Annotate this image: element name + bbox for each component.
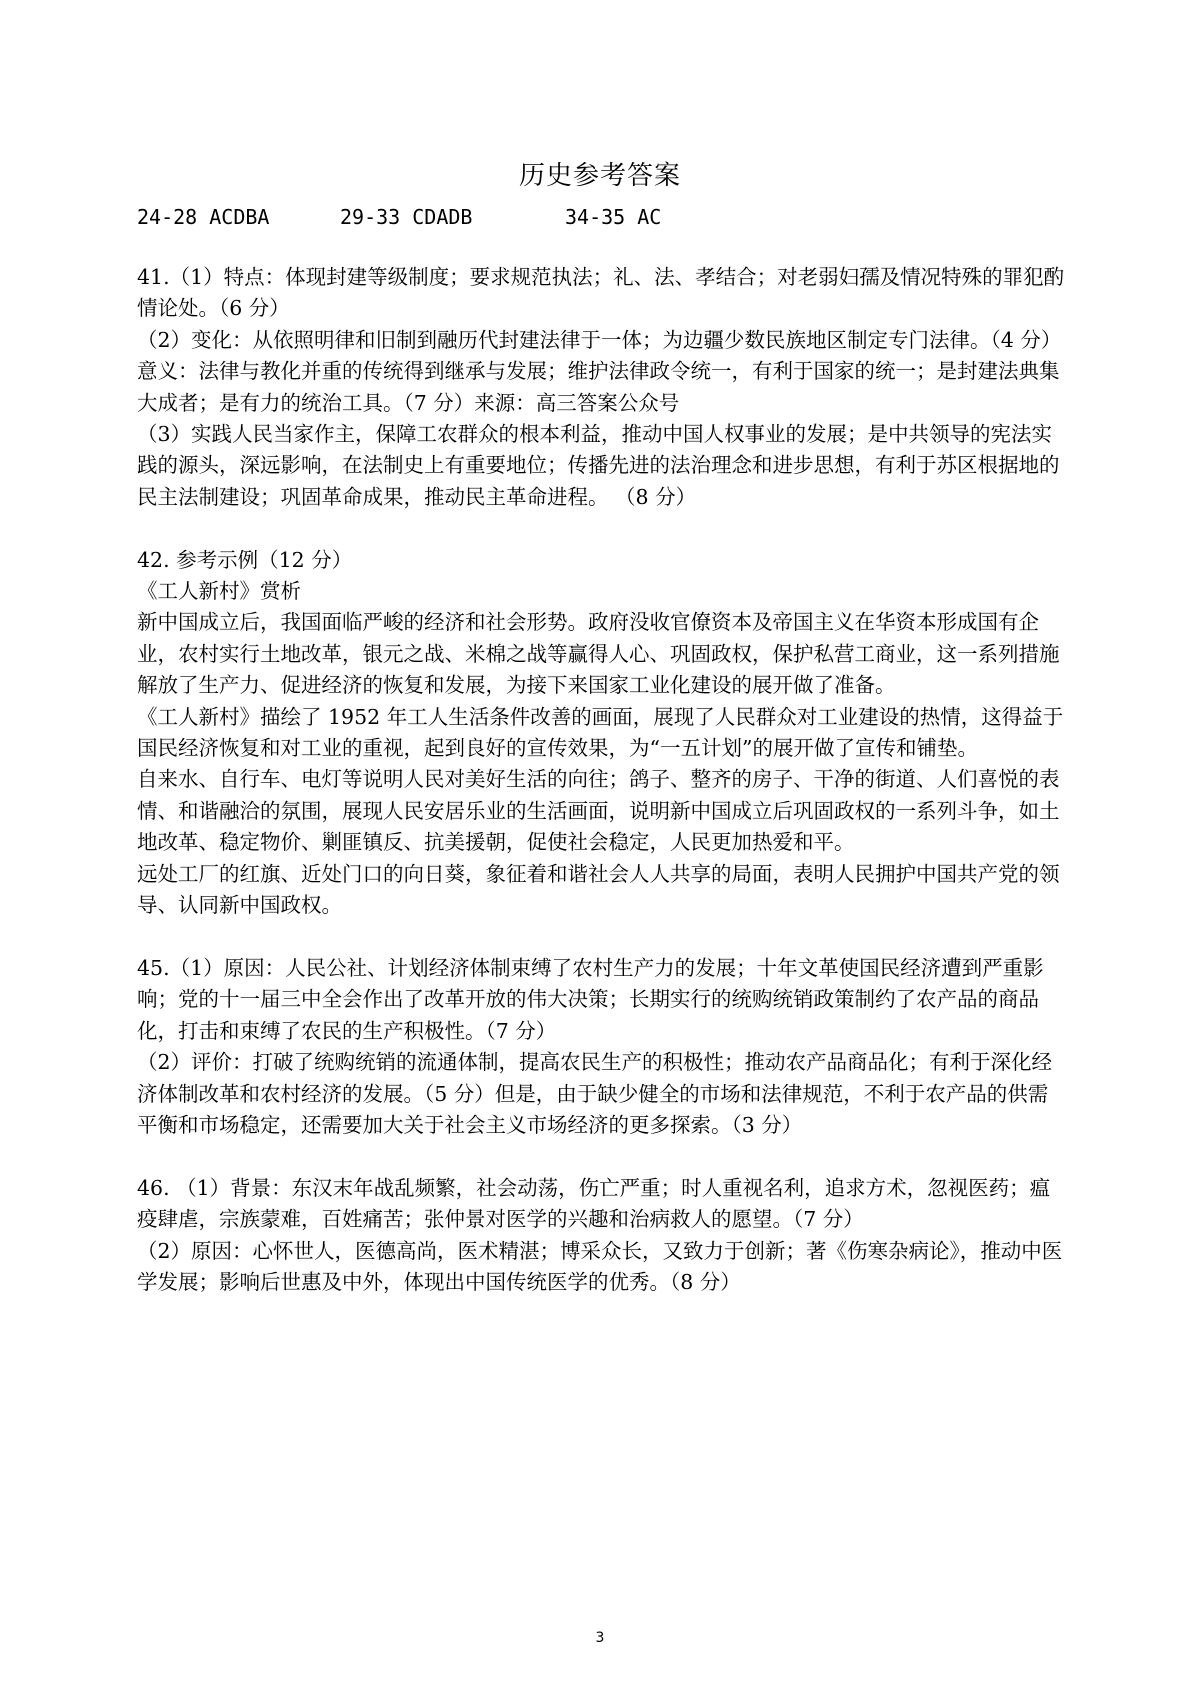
- q42-para2: 《工人新村》描绘了 1952 年工人生活条件改善的画面，展现了人民群众对工业建设的热情，这得益于国民经济恢复和对工业的重视，起到良好的宣传效果，为“一五计划”的展开做了宣传和铺垫。: [137, 704, 1064, 761]
- page-number: 3: [595, 1630, 605, 1646]
- q42-para3: 自来水、自行车、电灯等说明人民对美好生活的向往；鸽子、整齐的房子、干净的街道、人们喜悦的表情、和谐融洽的氛围，展现人民安居乐业的生活画面，说明新中国成立后巩固政权的一系列斗争，如土地改革、稳定物价、剿匪镇反、抗美援朝，促使社会稳定，人民更加热爱和平。: [137, 767, 1060, 855]
- q41-part3: （3）实践人民当家作主，保障工农群众的根本利益，推动中国人权事业的发展；是中共领导的宪法实践的源头，深远影响，在法制史上有重要地位；传播先进的法治理念和进步思想，有利于苏区根据地的民主法制建设；巩固革命成果，推动民主革命进程。 （8 分）: [137, 422, 1060, 509]
- q41-part1: 41.（1）特点：体现封建等级制度；要求规范执法；礼、法、孝结合；对老弱妇孺及情况特殊的罪犯酌情论处。（6 分）: [137, 265, 1065, 321]
- spacer: [137, 513, 1065, 544]
- spacer: [137, 922, 1065, 953]
- mc-answers-34-35: 34-35 AC: [565, 205, 662, 229]
- q41-part2: （2）变化：从依照明律和旧制到融历代封建法律于一体；为边疆少数民族地区制定专门法律。（4 分）: [137, 327, 1062, 352]
- answer-body: [137, 262, 1065, 1298]
- q46-part1: 46. （1）背景：东汉末年战乱频繁，社会动荡，伤亡严重；时人重视名利，追求方术，忽视医药；瘟疫肆虐，宗族蒙难，百姓痛苦；张仲景对医学的兴趣和治病救人的愿望。（7 分）: [137, 1175, 1051, 1232]
- mc-answers-24-28: 24-28 ACDBA: [137, 205, 270, 229]
- q41-significance: 意义：法律与教化并重的传统得到继承与发展；维护法律政令统一，有利于国家的统一；是封建法典集大成者；是有力的统治工具。（7 分）来源：高三答案公众号: [137, 359, 1060, 415]
- mc-answers-29-33: 29-33 CDADB: [340, 205, 473, 229]
- q42-para4: 远处工厂的红旗、近处门口的向日葵，象征着和谐社会人人共享的局面，表明人民拥护中国共产党的领导、认同新中国政权。: [137, 861, 1060, 918]
- q45-part2: （2）评价：打破了统购统销的流通体制，提高农民生产的积极性；推动农产品商品化；有利于深化经济体制改革和农村经济的发展。（5 分）但是，由于缺少健全的市场和法律规范，不利于农产品的供需平衡和市场稳定，还需要加大关于社会主义市场经济的更多探索。（3 分）: [137, 1050, 1053, 1137]
- page-title: 历史参考答案: [518, 161, 681, 191]
- q42-heading: 42. 参考示例（12 分）: [137, 547, 353, 572]
- spacer: [137, 1141, 1065, 1172]
- q45-part1: 45.（1）原因：人民公社、计划经济体制束缚了农村生产力的发展；十年文革使国民经济遭到严重影响；党的十一届三中全会作出了改革开放的伟大决策；长期实行的统购统销政策制约了农产品的商品化，打击和束缚了农民的生产积极性。（7 分）: [137, 955, 1044, 1043]
- q42-para1: 新中国成立后，我国面临严峻的经济和社会形势。政府没收官僚资本及帝国主义在华资本形成国有企业，农村实行土地改革，银元之战、米棉之战等赢得人心、巩固政权，保护私营工商业，这一系列措施解放了生产力、促进经济的恢复和发展，为接下来国家工业化建设的展开做了准备。: [137, 610, 1060, 698]
- q42-subtitle: 《工人新村》赏析: [137, 579, 301, 604]
- q46-part2: （2）原因：心怀世人，医德高尚，医术精湛；博采众长，又致力于创新；著《伤寒杂病论》，推动中医学发展；影响后世惠及中外，体现出中国传统医学的优秀。（8 分）: [137, 1238, 1063, 1294]
